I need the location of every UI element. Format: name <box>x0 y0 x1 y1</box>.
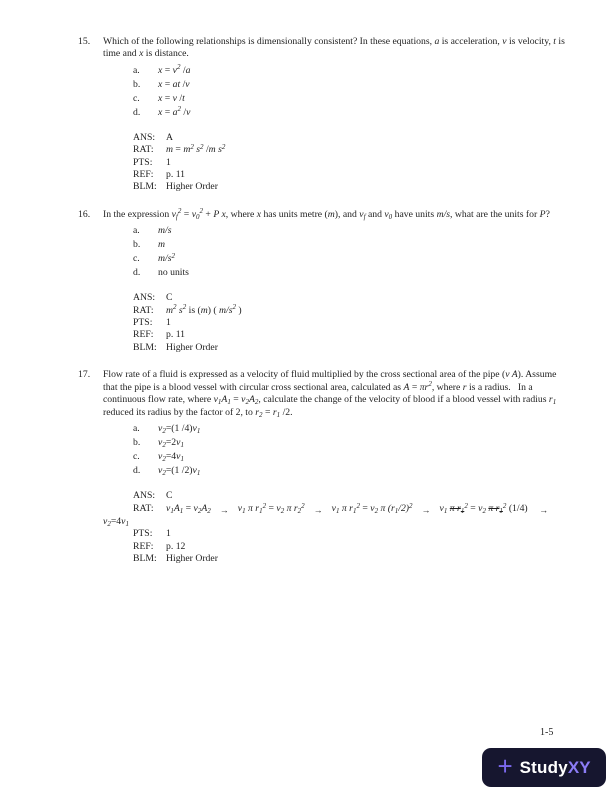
option-text: $v_2=2v_1$ <box>158 436 184 449</box>
answer-row-rat <box>133 502 566 515</box>
answer-block <box>133 132 566 194</box>
answer-row-ans <box>133 292 566 304</box>
option-letter: b. <box>133 239 141 251</box>
ref-label: REF: <box>133 540 154 552</box>
page-number: 1-5 <box>540 727 554 738</box>
option-text: no units <box>158 267 189 279</box>
option-text: m <box>158 239 165 251</box>
studyxy-logo <box>482 748 606 787</box>
option-letter: b. <box>133 436 141 448</box>
option-text: $m/s^2$ <box>158 251 175 265</box>
option-a <box>103 224 566 238</box>
answer-row-blm <box>133 181 566 193</box>
question-number: 17. <box>78 369 91 381</box>
option-b <box>103 436 566 450</box>
answer-row-ref <box>133 541 566 553</box>
rat-label: RAT: <box>133 144 154 156</box>
ans-label: ANS: <box>133 131 156 143</box>
answer-row-ans <box>133 490 566 502</box>
option-c <box>103 92 566 106</box>
option-letter: c. <box>133 92 140 104</box>
option-text: m/s <box>158 225 172 237</box>
option-d <box>103 106 566 120</box>
option-text: $v_2=4v_1$ <box>158 450 184 463</box>
logo-text-xy: XY <box>567 757 591 777</box>
question-body <box>103 36 566 194</box>
option-letter: a. <box>133 64 140 76</box>
blm-label: BLM: <box>133 552 157 564</box>
pts-label: PTS: <box>133 528 153 540</box>
question-body <box>103 369 566 565</box>
answer-row-rat <box>133 305 566 317</box>
rat-label: RAT: <box>133 304 154 316</box>
blm-value: Higher Order <box>166 341 218 353</box>
answer-row-pts <box>133 157 566 169</box>
plus-icon: + <box>497 750 513 781</box>
blm-label: BLM: <box>133 181 157 193</box>
answer-block <box>133 292 566 354</box>
question-prompt: In the expression $v_f^2 = v_0^2 + P$ x, where x has units metre (m), and $v_f$ and $v_0$ have units m/s, what are the units for P? <box>103 207 550 221</box>
pts-label: PTS: <box>133 317 153 329</box>
option-letter: c. <box>133 253 140 265</box>
option-letter: a. <box>133 225 140 237</box>
options-list <box>103 224 566 280</box>
blm-value: Higher Order <box>166 181 218 193</box>
pts-value: 1 <box>166 156 171 168</box>
option-letter: d. <box>133 464 141 476</box>
ref-label: REF: <box>133 329 154 341</box>
ans-value: C <box>166 489 173 501</box>
option-b <box>103 78 566 92</box>
answer-row-pts <box>133 317 566 329</box>
answer-row-pts <box>133 528 566 540</box>
questions-list <box>78 36 566 580</box>
option-text: $x = v^2$ /a <box>158 63 191 76</box>
question-16 <box>78 209 566 354</box>
option-a <box>103 64 566 78</box>
option-c <box>103 252 566 266</box>
option-letter: a. <box>133 422 140 434</box>
answer-row-blm <box>133 553 566 565</box>
option-letter: c. <box>133 450 140 462</box>
option-text: $v_2=(1$ $/2)v_1$ <box>158 464 201 477</box>
pts-label: PTS: <box>133 156 153 168</box>
ans-label: ANS: <box>133 489 156 501</box>
question-15 <box>78 36 566 194</box>
option-text: x = at /v <box>158 78 190 90</box>
question-body <box>103 209 566 354</box>
ref-label: REF: <box>133 169 154 181</box>
answer-row-ans <box>133 132 566 144</box>
ref-value: p. 11 <box>166 329 186 341</box>
question-prompt: Which of the following relationships is dimensionally consistent? In these equations, a is acceleration, v is velocity, t is time and x is distance. <box>103 36 565 60</box>
option-letter: b. <box>133 78 141 90</box>
question-number: 16. <box>78 208 91 220</box>
ans-value: A <box>166 131 173 143</box>
ref-value: p. 11 <box>166 169 186 181</box>
answer-row-rat <box>133 144 566 156</box>
options-list <box>103 64 566 120</box>
question-prompt: Flow rate of a fluid is expressed as a velocity of fluid multiplied by the cross sectional area of the pipe (v A). Assume that the pipe is a blood vessel with circular cross sectional area, calculated as $A = \pi r^2$, where r is a radius. In a continuous flow rate, where $v_1A_1 = v_2A_2$, calculate the change of the velocity of blood if a blood vessel with radius $r_1$ reduced its radius by the factor of 2, to $r_2 = r_1$ /2. <box>103 369 557 419</box>
answer-row-blm <box>133 342 566 354</box>
option-text: $x = a^2$ /v <box>158 105 191 118</box>
option-b <box>103 238 566 252</box>
option-a <box>103 422 566 436</box>
pts-value: 1 <box>166 528 171 540</box>
option-d <box>103 464 566 478</box>
rat-continuation: $v_2=4v_1$ <box>103 515 129 528</box>
logo-text-study: Study <box>519 757 568 777</box>
option-text: x = v /t <box>158 92 185 104</box>
ans-label: ANS: <box>133 292 156 304</box>
rat-value: $m^2$ $s^2$ is (m) ( $m/s^2$ ) <box>166 303 242 316</box>
ans-value: C <box>166 292 173 304</box>
ref-value: p. 12 <box>166 540 186 552</box>
pts-value: 1 <box>166 317 171 329</box>
answer-row-ref <box>133 329 566 341</box>
option-letter: d. <box>133 106 141 118</box>
question-number: 15. <box>78 36 91 47</box>
question-17 <box>78 369 566 565</box>
answer-block <box>103 489 566 565</box>
blm-value: Higher Order <box>166 552 218 564</box>
options-list <box>103 422 566 478</box>
rat-value: $m = m^2$ $s^2$ /m $s^2$ <box>166 142 226 156</box>
rat-label: RAT: <box>133 503 154 515</box>
answer-row-ref <box>133 169 566 181</box>
blm-label: BLM: <box>133 341 157 353</box>
option-d <box>103 266 566 280</box>
rat-value: $v_1A_1 = v_2A_2 \to v_1$ π $r_1^2 = v_2$ π $r_2^2 \to v_1$ π $r_1^2 = v_2$ π $(r_1/2)^2 \to v_1$ π $r_1^2 = v_2$ π $r_1^2$ (1/4) → <box>166 501 549 516</box>
option-c <box>103 450 566 464</box>
option-letter: d. <box>133 267 141 279</box>
option-text: $v_2=(1$ $/4)v_1$ <box>158 422 201 435</box>
